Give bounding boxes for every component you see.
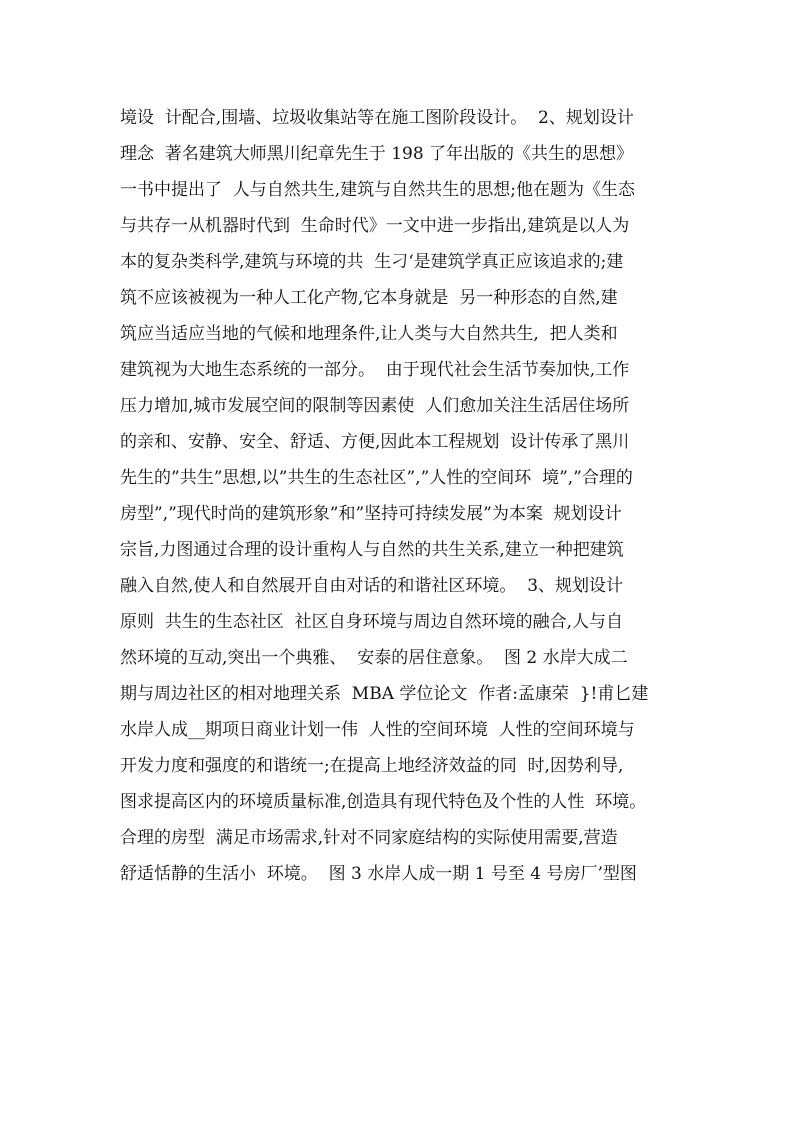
text-line: 与共存一从机器时代到 生命时代》一文中进一步指出,建筑是以人为	[120, 216, 630, 236]
text-line: 合理的房型 满足市场需求,针对不同家庭结构的实际使用需要,营造	[120, 828, 618, 848]
text-line: 先生的”共生”思想,以”共生的生态社区”,”人性的空间环 境”,”合理的	[120, 468, 633, 488]
text-line: 融入自然,使人和自然展开自由对话的和谐社区环境。 3、规划设计	[120, 576, 624, 596]
text-line: 境设 计配合,围墙、垃圾收集站等在施工图阶段设计。 2、规划设计	[120, 108, 634, 128]
body-text	[120, 100, 690, 892]
text-line: 筑应当适应当地的气候和地理条件,让人类与大自然共生, 把人类和	[120, 324, 618, 344]
text-line: 开发力度和强度的和谐统一;在提高上地经济效益的同 时,因势利导,	[120, 756, 624, 776]
text-line: 压力增加,城市发展空间的限制等因素使 人们愈加关注生活居住场所	[120, 396, 630, 416]
text-line: 水岸人成__期项日商业计划一伟 人性的空间环境 人性的空间环境与	[120, 720, 635, 740]
text-line: 图求提高区内的环境质量标准,创造具有现代特色及个性的人性 环境。	[120, 792, 647, 812]
text-line: 原则 共生的生态社区 社区自身环境与周边自然环境的融合,人与自	[120, 612, 624, 632]
text-line: 本的复杂类科学,建筑与环境的共 生刁‘是建筑学真正应该追求的;建	[120, 252, 624, 272]
text-line: 一书中提出了 人与自然共生,建筑与自然共生的思想;他在题为《生态	[120, 180, 635, 200]
text-line: 然环境的互动,突出一个典雅、 安泰的居住意象。 图 2 水岸大成二	[120, 648, 628, 668]
text-line: 筑不应该被视为一种人工化产物,它本身就是 另一种形态的自然,建	[120, 288, 618, 308]
text-line: 期与周边社区的相对地理关系 MBA 学位论文 作者:孟康荣 }!甫匕建	[120, 684, 649, 704]
text-line: 理念 著名建筑大师黑川纪章先生于 198 了年出版的《共生的思想》	[120, 144, 634, 164]
text-line: 舒适恬静的生活小 环境。 图 3 水岸人成一期 1 号至 4 号房厂’型图	[120, 864, 637, 884]
text-line: 宗旨,力图通过合理的设计重构人与自然的共生关系,建立一种把建筑	[120, 540, 624, 560]
text-line: 的亲和、安静、安全、舒适、方便,因此本工程规划 设计传承了黑川	[120, 432, 630, 452]
text-line: 建筑视为大地生态系统的一部分。 由于现代社会生活节奏加快,工作	[120, 360, 630, 380]
text-line: 房型”,”现代时尚的建筑形象”和”坚持可持续发展”为本案 规划设计	[120, 504, 622, 524]
